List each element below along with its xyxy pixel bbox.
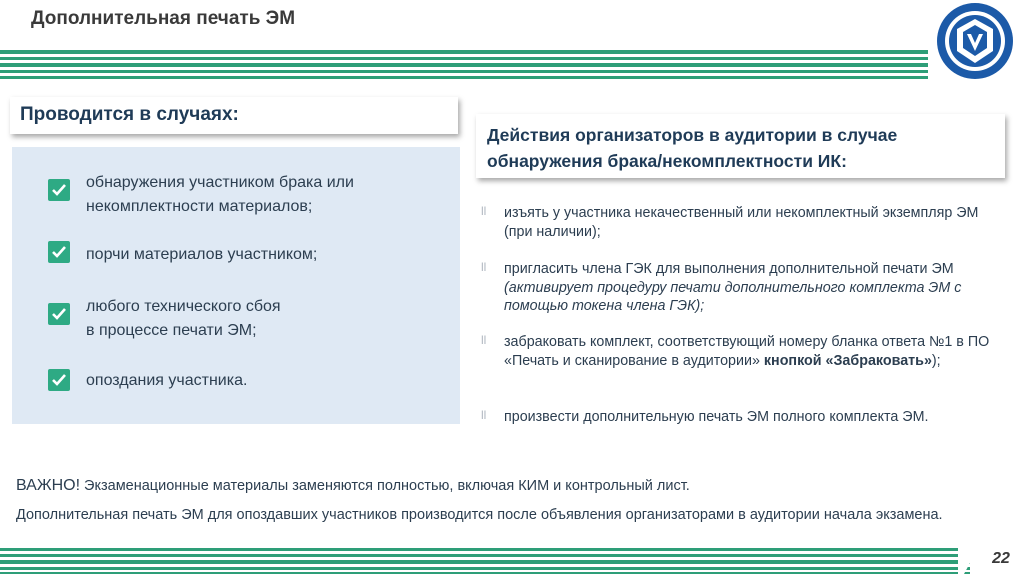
checkbox-checked-icon [48,369,70,391]
checkbox-checked-icon [48,241,70,263]
list-item-line: любого технического сбоя [86,298,281,315]
list-item-line: некомплектности материалов; [86,198,313,215]
footer-stripes [0,548,970,574]
action-text-italic: (активирует процедуру печати дополнительного комплекта ЭМ с помощью токена члена ГЭК); [504,279,962,314]
action-text-end: ); [931,352,941,369]
important-lead: ВАЖНО! [16,477,81,494]
page-number: 22 [992,550,1010,567]
list-item-line: обнаружения участником брака или [86,174,354,191]
action-text: изъять у участника некачественный или некомплектный экземпляр ЭМ (при наличии); [504,205,979,240]
action-text-bold: кнопкой «Забраковать» [763,352,932,369]
important-note [16,477,1006,496]
cases-header-box [10,97,458,134]
header-stripes [0,50,928,80]
checkbox-checked-icon [48,303,70,325]
cases-header: Проводится в случаях: [20,104,239,125]
action-text [504,333,1004,370]
actions-header-box [476,114,1005,178]
action-text-plain: забраковать комплект, соответствующий номеру бланка ответа №1 в ПО «Печать и сканирование в аудитории» [504,334,990,369]
bullet-icon: ll [481,260,487,274]
list-item-line: порчи материалов участником; [86,246,318,263]
cases-panel [12,147,460,424]
actions-header: Действия организаторов в аудитории в случае обнаружения брака/некомплектности ИК: [487,125,898,171]
bullet-icon: ll [481,408,487,422]
action-text: произвести дополнительную печать ЭМ полного комплекта ЭМ. [504,409,929,425]
bullet-icon: ll [481,333,487,347]
list-item-line: в процессе печати ЭМ; [86,322,257,339]
action-text [504,260,1004,316]
page-title: Дополнительная печать ЭМ [31,8,296,29]
checkbox-checked-icon [48,179,70,201]
footer-corner [958,548,978,574]
important-text: Экзаменационные материалы заменяются полностью, включая КИМ и контрольный лист. [80,478,690,494]
action-text-plain: пригласить члена ГЭК для выполнения дополнительной печати ЭМ [504,261,954,277]
logo-icon [931,1,1019,81]
list-item-line: опоздания участника. [86,372,248,389]
bullet-icon: ll [481,204,487,218]
late-note: Дополнительная печать ЭМ для опоздавших участников производится после объявления организаторами в аудитории начала экзамена. [16,507,943,523]
